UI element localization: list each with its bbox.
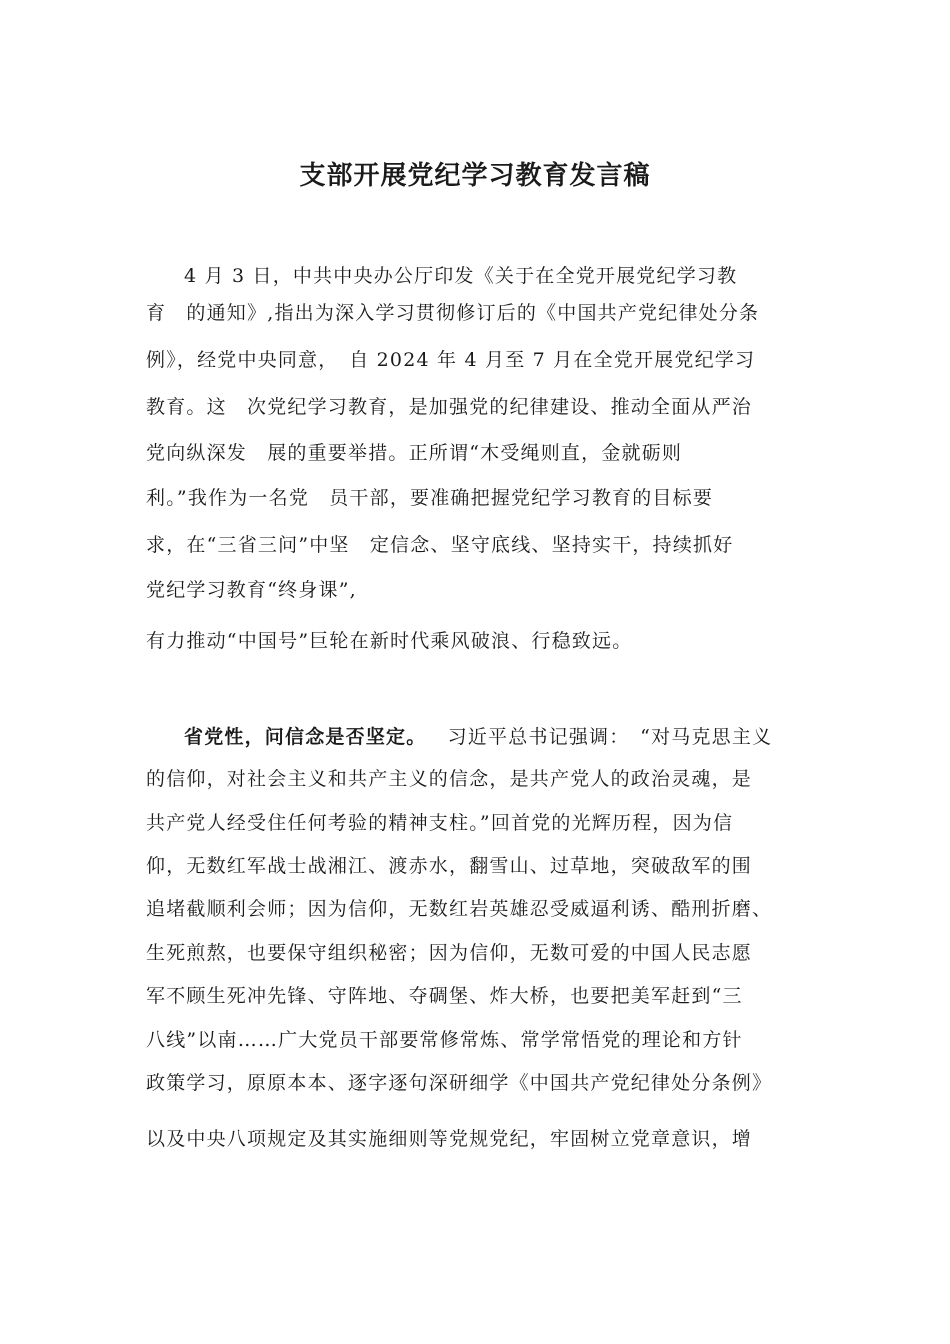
section1-line-8: 政策学习，原原本本、逐字逐句深研细学《中国共产党纪律处分条例》: [146, 1072, 773, 1094]
paragraph1-line-1: 4 月 3 日，中共中央办公厅印发《关于在全党开展党纪学习教: [184, 265, 738, 287]
section1-line-7: 八线”以南……广大党员干部要常修常炼、常学常悟党的理论和方针: [146, 1029, 743, 1051]
section1-heading: 省党性，问信念是否坚定。: [184, 726, 427, 748]
section1-line-5: 生死煎熬，也要保守组织秘密；因为信仰，无数可爱的中国人民志愿: [146, 942, 753, 964]
paragraph1-line-7: 求，在“三省三问”中坚 定信念、坚守底线、坚持实干，持续抓好: [146, 534, 734, 556]
paragraph1-line-4: 教育。这 次党纪学习教育，是加强党的纪律建设、推动全面从严治: [146, 396, 753, 418]
paragraph1-line-2: 育 的通知》,指出为深入学习贯彻修订后的《中国共产党纪律处分条: [146, 302, 760, 324]
paragraph1-line-8: 党纪学习教育“终身课”,: [146, 579, 357, 601]
section1-line-2: 共产党人经受住任何考验的精神支柱。”回首党的光辉历程，因为信: [146, 812, 734, 834]
section1-last-line: 以及中央八项规定及其实施细则等党规党纪，牢固树立党章意识，增: [146, 1128, 753, 1150]
section1-line-1: 的信仰，对社会主义和共产主义的信念，是共产党人的政治灵魂，是: [146, 768, 753, 790]
paragraph1-line-5: 党向纵深发 展的重要举措。正所谓“木受绳则直，金就砺则: [146, 442, 683, 464]
section1-first-line: [184, 723, 806, 751]
section1-line-6: 军不顾生死冲先锋、守阵地、夺碉堡、炸大桥，也要把美军赶到“三: [146, 985, 743, 1007]
paragraph1-line-3: 例》，经党中央同意， 自 2024 年 4 月至 7 月在全党开展党纪学习: [146, 349, 756, 371]
section1-line-4: 追堵截顺利会师；因为信仰，无数红岩英雄忍受威逼利诱、酷刑折磨、: [146, 898, 773, 920]
paragraph1-line-6: 利。”我作为一名党 员干部，要准确把握党纪学习教育的目标要: [146, 487, 714, 509]
section1-first-line-text: 习近平总书记强调： “对马克思主义: [447, 726, 773, 748]
section1-line-3: 仰，无数红军战士战湘江、渡赤水，翻雪山、过草地，突破敌军的围: [146, 855, 753, 877]
paragraph2: 有力推动“中国号”巨轮在新时代乘风破浪、行稳致远。: [146, 630, 633, 652]
document-title: 支部开展党纪学习教育发言稿: [299, 161, 651, 191]
